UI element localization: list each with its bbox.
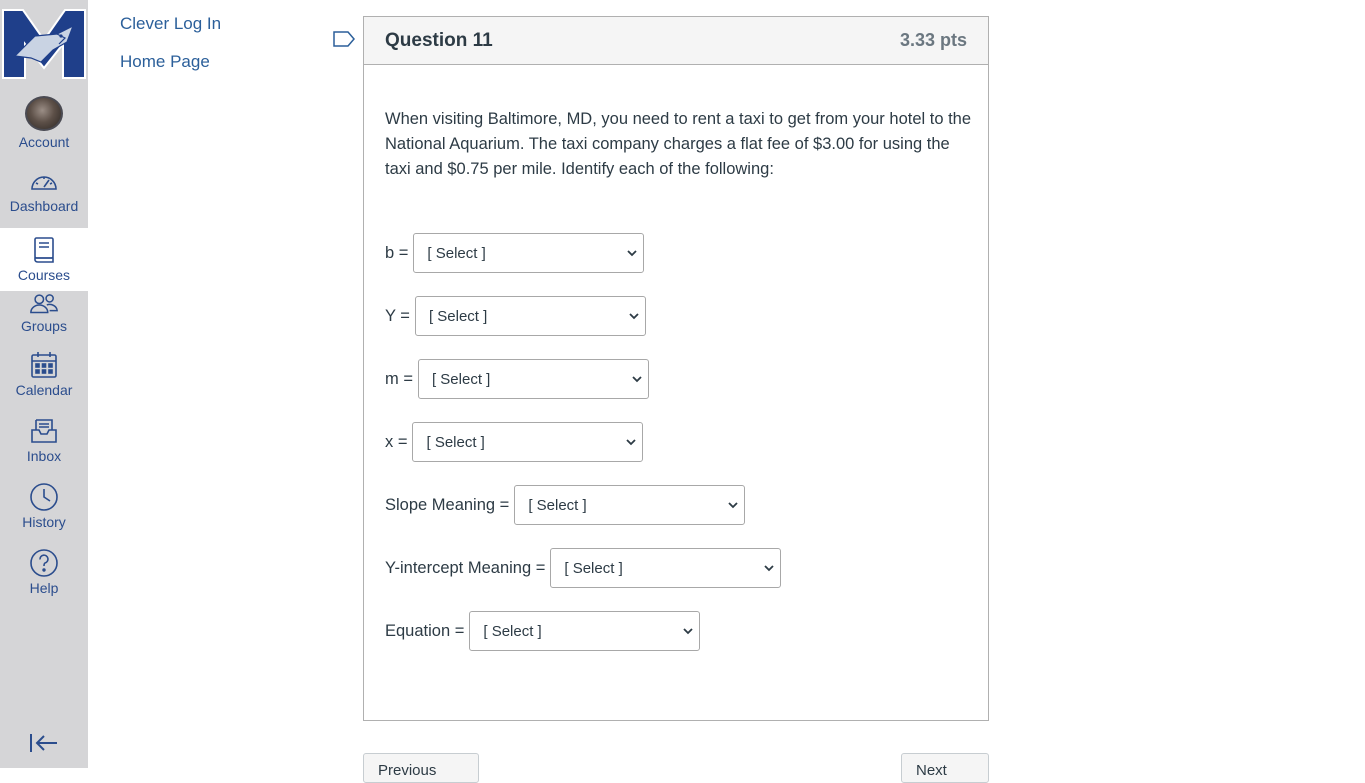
help-icon [29, 548, 59, 578]
select-y[interactable] [415, 296, 646, 336]
nav-item-inbox[interactable] [0, 414, 88, 472]
answer-row-x [385, 422, 643, 462]
global-navigation [0, 0, 88, 768]
answer-row-y [385, 296, 646, 336]
chevron-down-icon [629, 312, 639, 320]
nav-item-label: Groups [21, 318, 67, 334]
nav-item-label: Courses [17, 267, 71, 283]
nav-item-label: Inbox [26, 448, 62, 464]
select-equation[interactable] [469, 611, 700, 651]
course-nav-clever-log-in[interactable]: Clever Log In [120, 14, 222, 33]
school-logo[interactable] [0, 6, 88, 82]
chevron-down-icon [632, 375, 642, 383]
bookmark-flag-icon [332, 30, 356, 48]
nav-item-label: Help [29, 580, 59, 596]
question-card [363, 16, 989, 721]
chevron-down-icon [764, 564, 774, 572]
nav-item-account[interactable] [0, 96, 88, 158]
nav-item-label: Account [18, 134, 70, 150]
select-value: [ Select ] [483, 622, 542, 640]
select-value: [ Select ] [426, 433, 485, 451]
previous-button[interactable]: Previous [363, 753, 479, 783]
field-label: b = [385, 243, 409, 262]
chevron-down-icon [626, 438, 636, 446]
field-label: Slope Meaning = [385, 495, 510, 514]
select-value: [ Select ] [427, 244, 486, 262]
nav-item-label: Dashboard [9, 198, 79, 214]
select-value: [ Select ] [564, 559, 623, 577]
collapse-arrow-icon [28, 730, 60, 756]
inbox-icon [29, 416, 59, 446]
chevron-down-icon [627, 249, 637, 257]
nav-item-groups[interactable] [0, 292, 88, 342]
select-value: [ Select ] [431, 370, 491, 388]
answer-row-equation [385, 611, 700, 651]
question-title: Question 11 [385, 29, 493, 51]
avatar [25, 96, 63, 131]
clock-icon [29, 482, 59, 512]
nav-item-history[interactable] [0, 478, 88, 538]
field-label: Y-intercept Meaning = [385, 558, 546, 577]
school-logo-icon [1, 6, 87, 82]
nav-item-dashboard[interactable] [0, 158, 88, 222]
nav-item-label: History [22, 514, 66, 530]
field-label: m = [385, 369, 413, 388]
select-value: [ Select ] [428, 307, 488, 325]
course-nav-home-page[interactable]: Home Page [120, 52, 210, 71]
dashboard-icon [29, 166, 59, 196]
select-x[interactable] [412, 422, 643, 462]
nav-item-label: Calendar [15, 382, 73, 398]
flag-question-button[interactable] [332, 30, 356, 48]
answer-row-b [385, 233, 644, 273]
courses-icon [29, 235, 59, 265]
collapse-nav-button[interactable] [28, 730, 60, 756]
groups-icon [29, 292, 59, 316]
nav-item-help[interactable] [0, 544, 88, 604]
nav-item-courses[interactable] [0, 228, 88, 291]
field-label: Equation = [385, 621, 465, 640]
calendar-icon [29, 350, 59, 380]
field-label: Y = [385, 306, 410, 325]
nav-item-calendar[interactable] [0, 348, 88, 406]
select-slope-meaning[interactable] [514, 485, 745, 525]
next-button[interactable]: Next [901, 753, 989, 783]
select-b[interactable] [413, 233, 644, 273]
select-value: [ Select ] [528, 496, 587, 514]
chevron-down-icon [728, 501, 738, 509]
answer-row-slope-meaning [385, 485, 745, 525]
select-m[interactable] [418, 359, 649, 399]
question-points: 3.33 pts [899, 30, 967, 50]
answer-row-m [385, 359, 649, 399]
chevron-down-icon [683, 627, 693, 635]
field-label: x = [385, 432, 408, 451]
select-y-intercept-meaning[interactable] [550, 548, 781, 588]
question-header [364, 17, 988, 65]
answer-row-y-intercept-meaning [385, 548, 781, 588]
question-text: When visiting Baltimore, MD, you need to rent a taxi to get from your hotel to the National Aquarium. The taxi company charges a flat fee of $3.00 for using the taxi and $0.75 per mile. Identify each of the following: [385, 110, 972, 178]
